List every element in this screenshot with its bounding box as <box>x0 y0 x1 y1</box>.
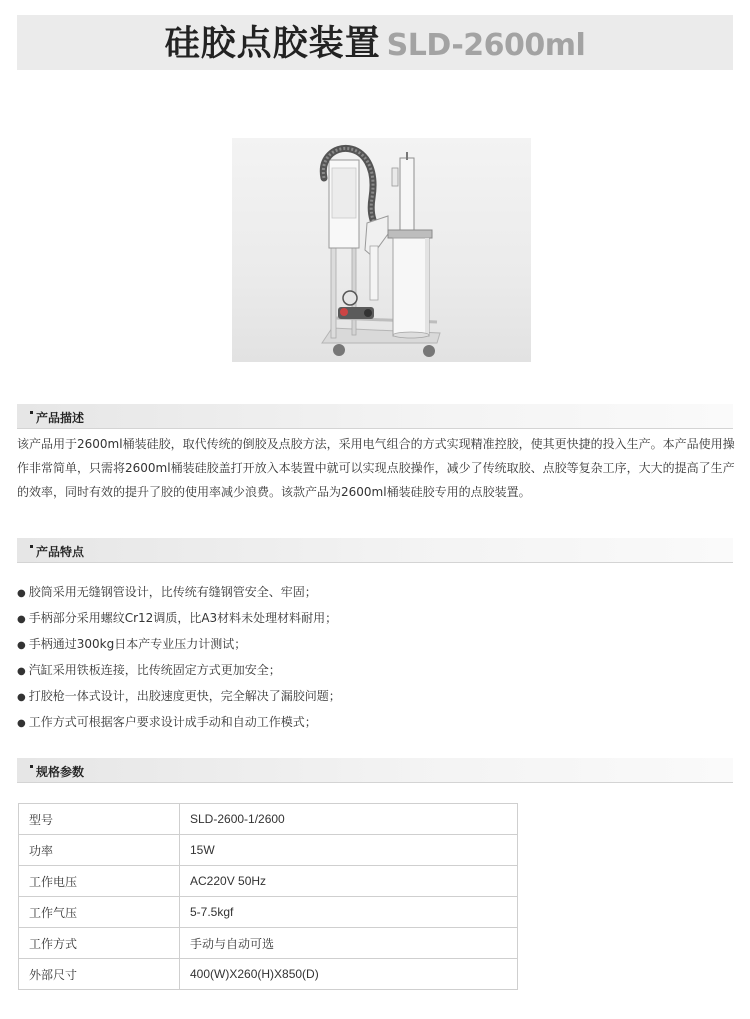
feature-item <box>17 606 733 632</box>
spec-key: 外部尺寸 <box>19 959 180 990</box>
feature-item <box>17 632 733 658</box>
feature-text: 工作方式可根据客户要求设计成手动和自动工作模式； <box>28 715 317 729</box>
feature-text: 胶筒采用无缝钢管设计，比传统有缝钢管安全、牢固； <box>28 585 317 599</box>
heading-bullet-icon <box>30 545 33 548</box>
bullet-icon: ● <box>17 640 26 651</box>
bullet-icon: ● <box>17 588 26 599</box>
bullet-icon: ● <box>17 692 26 703</box>
table-row <box>19 897 518 928</box>
spec-value: AC220V 50Hz <box>180 866 518 897</box>
table-row <box>19 959 518 990</box>
spec-key: 工作电压 <box>19 866 180 897</box>
spec-value: 5-7.5kgf <box>180 897 518 928</box>
feature-text: 手柄部分采用螺纹Cr12调质，比A3材料未处理材料耐用； <box>28 611 338 625</box>
spec-value: 手动与自动可选 <box>180 928 518 959</box>
spec-key: 工作方式 <box>19 928 180 959</box>
product-image <box>232 138 531 362</box>
feature-text: 汽缸采用铁板连接，比传统固定方式更加安全； <box>28 663 281 677</box>
table-row <box>19 835 518 866</box>
bullet-icon: ● <box>17 666 26 677</box>
table-row <box>19 866 518 897</box>
section-title-specs: 规格参数 <box>36 765 85 779</box>
section-title-features: 产品特点 <box>36 545 85 559</box>
spec-value: SLD-2600-1/2600 <box>180 804 518 835</box>
page-title-bar <box>17 15 733 70</box>
section-heading-description <box>17 404 733 429</box>
heading-bullet-icon <box>30 411 33 414</box>
spec-value: 400(W)X260(H)X850(D) <box>180 959 518 990</box>
section-title-description: 产品描述 <box>36 411 85 425</box>
feature-item <box>17 710 733 736</box>
bullet-icon: ● <box>17 614 26 625</box>
spec-table <box>18 803 518 990</box>
section-heading-features <box>17 538 733 563</box>
spec-key: 功率 <box>19 835 180 866</box>
spec-key: 工作气压 <box>19 897 180 928</box>
feature-text: 打胶枪一体式设计，出胶速度更快，完全解决了漏胶问题； <box>28 689 341 703</box>
page-title: 硅胶点胶装置 <box>164 24 381 64</box>
section-heading-specs <box>17 758 733 783</box>
feature-item <box>17 684 733 710</box>
model-number: SLD-2600ml <box>386 28 586 63</box>
dispenser-illustration <box>232 138 531 362</box>
feature-item <box>17 580 733 606</box>
bullet-icon: ● <box>17 718 26 729</box>
product-description: 该产品用于2600ml桶装硅胶，取代传统的倒胶及点胶方法，采用电气组合的方式实现精准控胶，使其更快捷的投入生产。本产品使用操作非常简单，只需将2600ml桶装硅胶盖打开放入本装置中就可以实现点胶操作，减少了传统取胶、点胶等复杂工序，大大的提高了生产的效率，同时有效的提升了胶的使用率减少浪费。该款产品为2600ml桶装硅胶专用的点胶装置。 <box>17 437 735 499</box>
table-row <box>19 928 518 959</box>
heading-bullet-icon <box>30 765 33 768</box>
table-row <box>19 804 518 835</box>
feature-text: 手柄通过300kg日本产专业压力计测试； <box>28 637 247 651</box>
feature-list <box>17 580 733 736</box>
spec-key: 型号 <box>19 804 180 835</box>
feature-item <box>17 658 733 684</box>
spec-value: 15W <box>180 835 518 866</box>
